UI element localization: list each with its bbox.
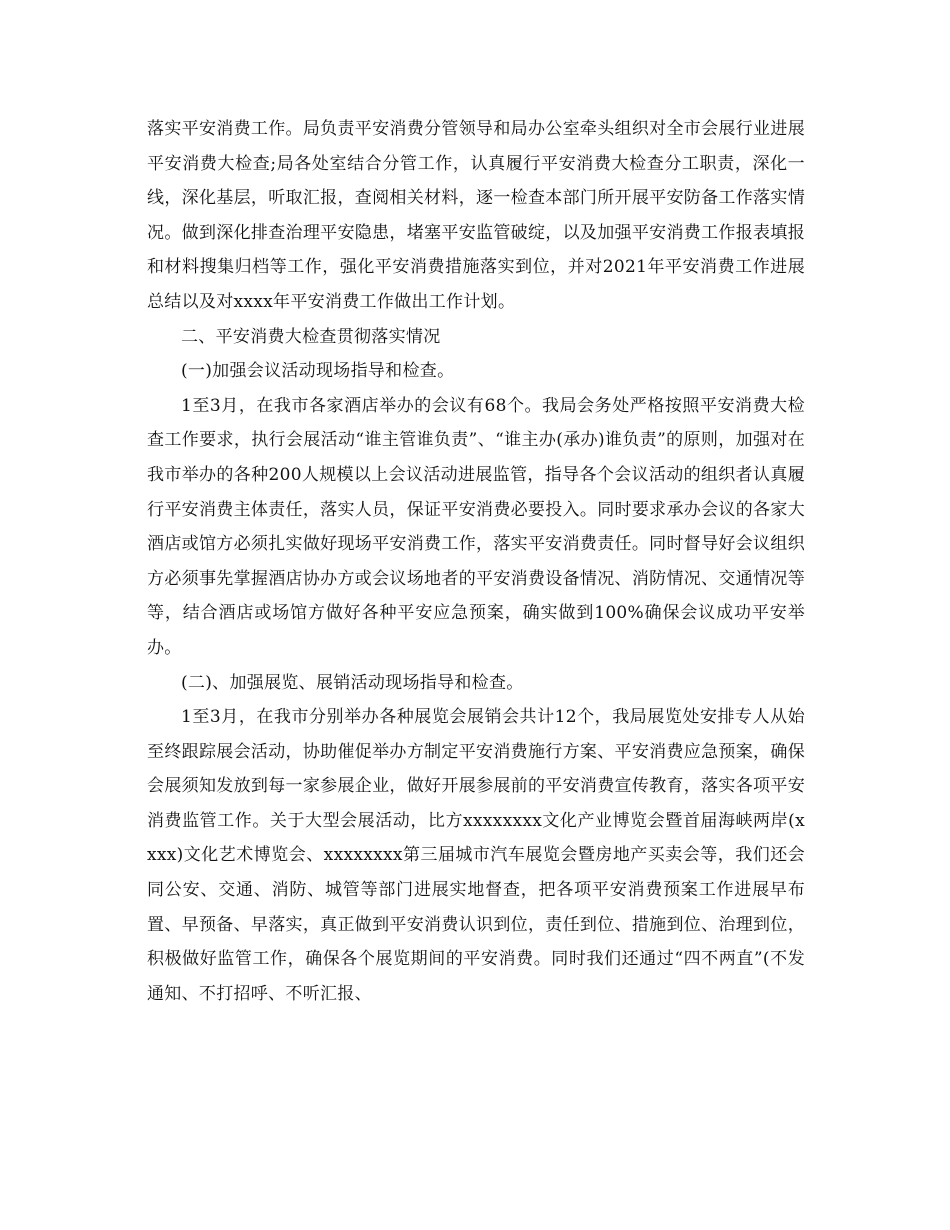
- document-page: [147, 112, 805, 1011]
- section-heading-implementation: 二、平安消费大检查贯彻落实情况: [181, 326, 441, 347]
- paragraph-exhibitions: 1至3月，在我市分别举办各种展览会展销会共计12个，我局展览处安排专人从始至终跟踪展会活动，协助催促举办方制定平安消费施行方案、平安消费应急预案，确保会展须知发放到每一家参展企业，做好开展参展前的平安消费宣传教育，落实各项平安消费监管工作。关于大型会展活动，比方xxxxxxxx文化产业博览会暨首届海峡两岸(xxxx)文化艺术博览会、xxxxxxxx第三届城市汽车展览会暨房地产买卖会等，我们还会同公安、交通、消防、城管等部门进展实地督查，把各项平安消费预案工作进展早布置、早预备、早落实，真正做到平安消费认识到位，责任到位、措施到位、治理到位，积极做好监管工作，确保各个展览期间的平安消费。同时我们还通过“四不两直”(不发通知、不打招呼、不听汇报、: [147, 707, 805, 1004]
- paragraph-meetings: 1至3月，在我市各家酒店举办的会议有68个。我局会务处严格按照平安消费大检查工作要求，执行会展活动“谁主管谁负责”、“谁主办(承办)谁负责”的原则，加强对在我市举办的各种200人规模以上会议活动进展监管，指导各个会议活动的组织者认真履行平安消费主体责任，落实人员，保证平安消费必要投入。同时要求承办会议的各家大酒店或馆方必须扎实做好现场平安消费工作，落实平安消费责任。同时督导好会议组织方必须事先掌握酒店协办方或会议场地者的平安消费设备情况、消防情况、交通情况等等，结合酒店或场馆方做好各种平安应急预案，确实做到100%确保会议成功平安举办。: [147, 395, 805, 658]
- subsection-heading-meetings: (一)加强会议活动现场指导和检查。: [181, 361, 455, 382]
- paragraph-intro: 落实平安消费工作。局负责平安消费分管领导和局办公室牵头组织对全市会展行业进展平安消费大检查;局各处室结合分管工作，认真履行平安消费大检查分工职责，深化一线，深化基层，听取汇报，查阅相关材料，逐一检查本部门所开展平安防备工作落实情况。做到深化排查治理平安隐患，堵塞平安监管破绽，以及加强平安消费工作报表填报和材料搜集归档等工作，强化平安消费措施落实到位，并对2021年平安消费工作进展总结以及对xxxx年平安消费工作做出工作计划。: [147, 119, 805, 312]
- subsection-heading-exhibitions: (二)、加强展览、展销活动现场指导和检查。: [181, 672, 524, 693]
